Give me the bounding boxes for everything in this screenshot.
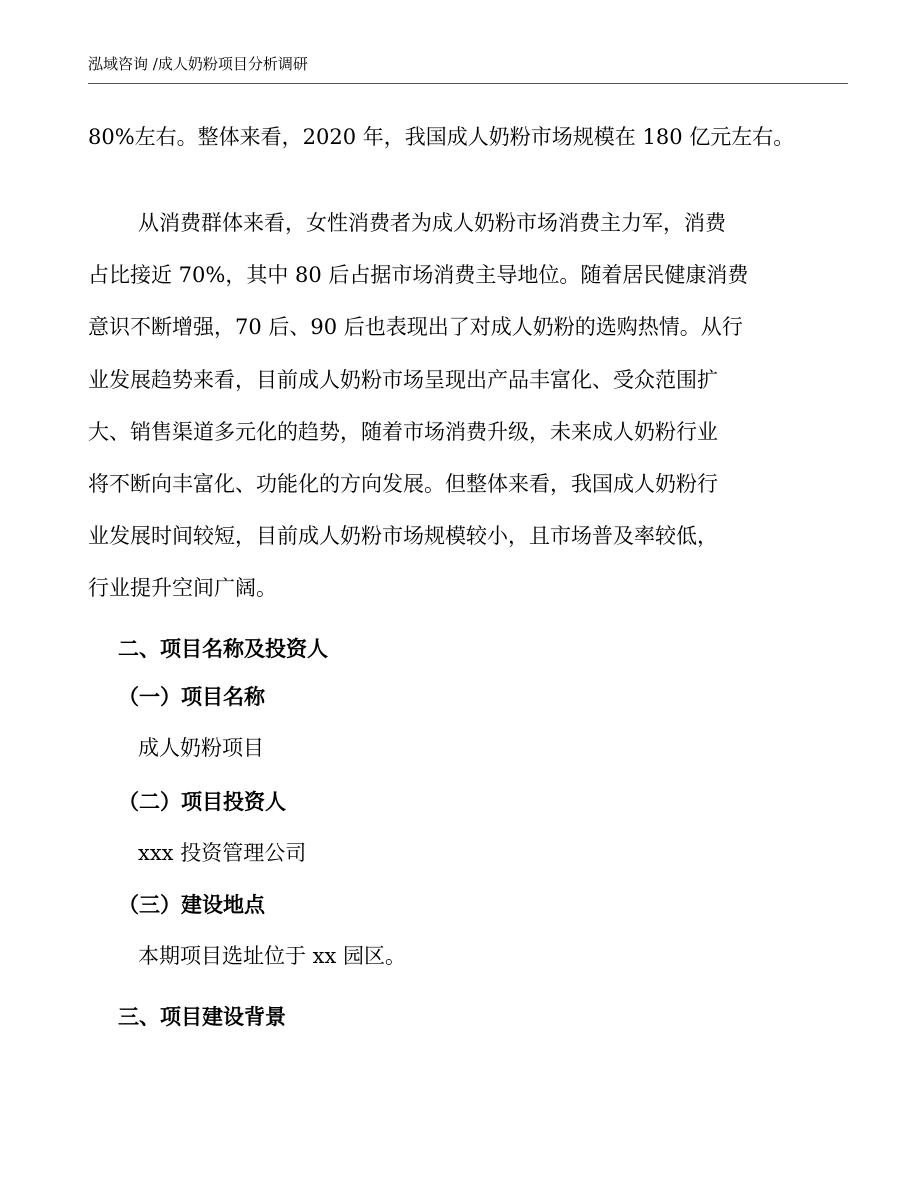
- paragraph-line: 80%左右。整体来看，2020 年，我国成人奶粉市场规模在 180 亿元左右。: [88, 125, 795, 149]
- subsection-content: xxx 投资管理公司: [138, 841, 307, 865]
- section-heading: 三、项目建设背景: [118, 1004, 286, 1029]
- paragraph-line: 占比接近 70%，其中 80 后占据市场消费主导地位。随着居民健康消费: [88, 263, 749, 287]
- paragraph-line: 将不断向丰富化、功能化的方向发展。但整体来看，我国成人奶粉行: [88, 472, 718, 496]
- subsection-content: 本期项目选址位于 xx 园区。: [138, 944, 407, 968]
- subsection-heading: （三）建设地点: [118, 892, 265, 917]
- paragraph-line: 意识不断增强，70 后、90 后也表现出了对成人奶粉的选购热情。从行: [88, 315, 743, 339]
- section-heading: 二、项目名称及投资人: [118, 636, 328, 661]
- subsection-heading: （二）项目投资人: [118, 789, 286, 814]
- paragraph-line: 行业提升空间广阔。: [88, 576, 277, 600]
- paragraph-line: 业发展趋势来看，目前成人奶粉市场呈现出产品丰富化、受众范围扩: [88, 368, 718, 392]
- header-divider: [88, 83, 848, 84]
- paragraph-line: 从消费群体来看，女性消费者为成人奶粉市场消费主力军，消费: [138, 211, 726, 235]
- subsection-heading: （一）项目名称: [118, 684, 265, 709]
- subsection-content: 成人奶粉项目: [138, 736, 264, 760]
- paragraph-line: 业发展时间较短，目前成人奶粉市场规模较小，且市场普及率较低，: [88, 524, 718, 548]
- paragraph-line: 大、销售渠道多元化的趋势，随着市场消费升级，未来成人奶粉行业: [88, 420, 718, 444]
- page-header: 泓域咨询 /成人奶粉项目分析调研: [88, 55, 308, 73]
